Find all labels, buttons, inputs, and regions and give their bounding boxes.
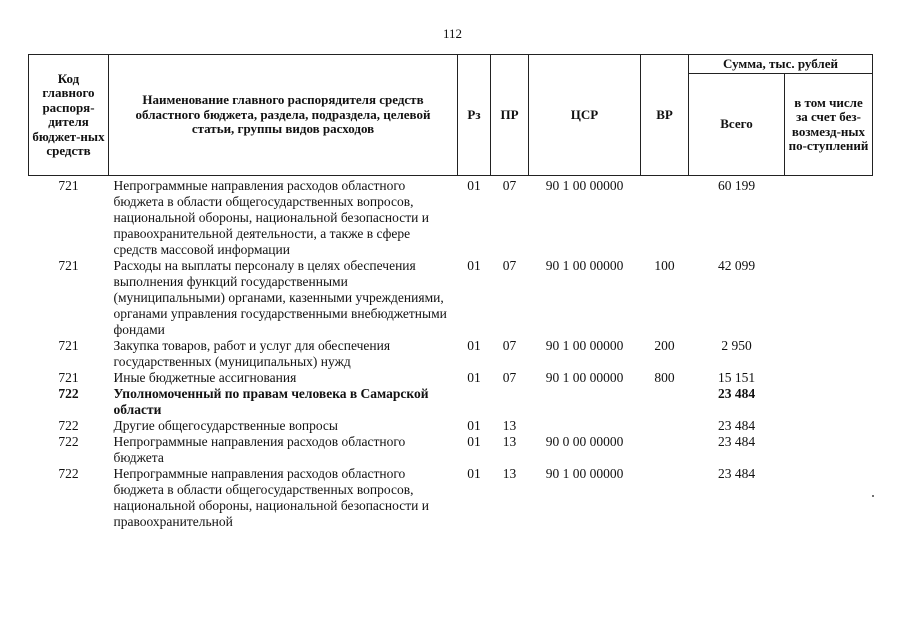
row-pr: 07 [502,338,517,353]
row-csr: 90 1 00 00000 [545,178,624,193]
row-total: 23 484 [717,466,756,481]
row-incl [785,386,873,418]
row-incl [785,176,873,259]
row-description: Другие общегосударственные вопросы [113,418,338,433]
header-csr: ЦСР [529,55,641,176]
row-vr [641,466,689,530]
header-vr: ВР [641,55,689,176]
row-vr [641,386,689,418]
header-name: Наименование главного распорядителя средств областного бюджета, раздела, подраздела, целевой статьи, группы видов расходов [109,55,458,176]
header-rz: Рз [458,55,491,176]
budget-table [28,54,873,530]
row-total: 42 099 [717,258,756,273]
row-total: 15 151 [717,370,756,385]
table-row [29,434,873,466]
row-code: 722 [58,386,79,401]
row-incl [785,418,873,434]
table-row [29,386,873,418]
row-vr [641,176,689,259]
table-row [29,338,873,370]
row-incl [785,370,873,386]
row-csr: 90 1 00 00000 [545,466,624,481]
row-csr [529,386,641,418]
row-description: Непрограммные направления расходов областного бюджета в области общегосударственных вопросов, национальной обороны, национальной безопасности и правоохранительной деятельности, а также в сфере средств массовой информации [113,178,429,257]
row-code: 722 [58,466,79,481]
row-code: 722 [58,434,79,449]
header-total: Всего [689,74,785,176]
row-description: Непрограммные направления расходов областного бюджета в области общегосударственных вопросов, национальной обороны, национальной безопасности и правоохранительной [113,466,429,529]
table-row [29,418,873,434]
header-pr: ПР [491,55,529,176]
scan-speck [872,495,874,497]
row-description: Уполномоченный по правам человека в Самарской области [113,386,429,417]
row-pr [491,386,529,418]
row-rz: 01 [467,338,481,353]
row-incl [785,338,873,370]
row-total: 23 484 [717,418,756,433]
header-incl: в том числе за счет без-возмезд-ных по-ступлений [785,74,873,176]
row-csr: 90 1 00 00000 [545,338,624,353]
row-csr: 90 1 00 00000 [545,370,624,385]
row-pr: 07 [502,258,517,273]
table-row [29,466,873,530]
row-csr: 90 1 00 00000 [545,258,624,273]
table-body [29,176,873,531]
row-description: Иные бюджетные ассигнования [113,370,297,385]
row-rz: 01 [467,258,481,273]
row-vr: 100 [654,258,675,273]
row-total: 23 484 [717,386,756,401]
row-total: 2 950 [721,338,752,353]
row-pr: 13 [502,418,517,433]
row-rz: 01 [467,466,481,481]
row-code: 721 [58,178,79,193]
table-row [29,176,873,259]
row-csr [529,418,641,434]
row-incl [785,466,873,530]
row-vr [641,418,689,434]
row-csr: 90 0 00 00000 [545,434,624,449]
table-header [29,55,873,176]
table-row [29,258,873,338]
row-rz [458,386,491,418]
row-code: 721 [58,258,79,273]
row-code: 722 [58,418,79,433]
row-vr [641,434,689,466]
header-sum: Сумма, тыс. рублей [689,55,873,74]
row-incl [785,434,873,466]
row-incl [785,258,873,338]
row-rz: 01 [467,434,481,449]
page-number: 112 [442,26,463,41]
row-rz: 01 [467,418,481,433]
row-code: 721 [58,370,79,385]
row-pr: 13 [502,434,517,449]
row-pr: 07 [502,178,517,193]
row-pr: 13 [502,466,517,481]
row-rz: 01 [467,370,481,385]
row-vr: 200 [654,338,675,353]
row-description: Закупка товаров, работ и услуг для обеспечения государственных (муниципальных) нужд [113,338,391,369]
row-description: Расходы на выплаты персоналу в целях обеспечения выполнения функций государственными (муниципальными) органами, казенными учреждениями, органами управления государственными внебюджетными фондами [113,258,447,337]
row-vr: 800 [654,370,675,385]
row-description: Непрограммные направления расходов областного бюджета [113,434,406,465]
row-total: 60 199 [717,178,756,193]
row-rz: 01 [467,178,481,193]
row-total: 23 484 [717,434,756,449]
row-pr: 07 [502,370,517,385]
row-code: 721 [58,338,79,353]
header-code: Код главного распоря-дителя бюджет-ных средств [29,55,109,176]
table-row [29,370,873,386]
